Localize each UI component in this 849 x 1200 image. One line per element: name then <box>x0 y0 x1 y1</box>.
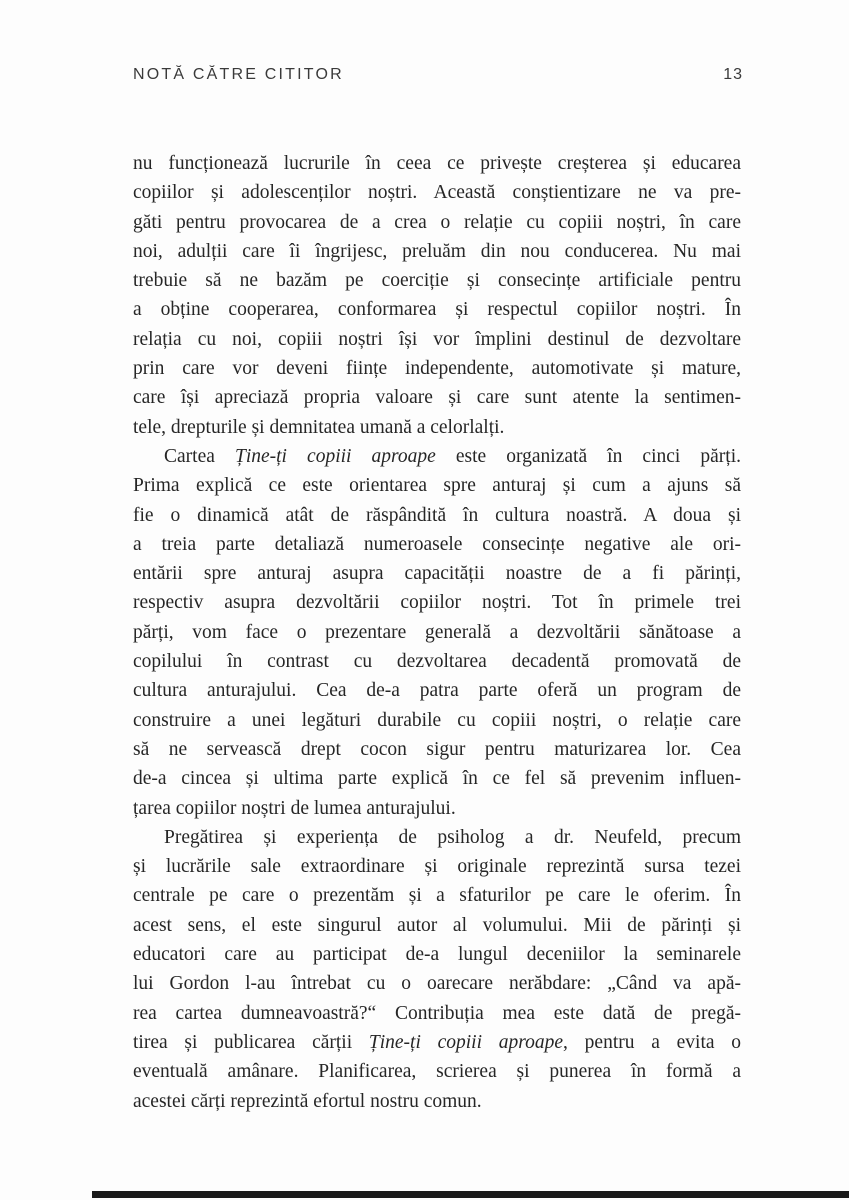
text-line: să ne servească drept cocon sigur pentru maturizarea lor. Cea <box>133 738 741 760</box>
text-line: și lucrările sale extraordinare și originale reprezintă sursa tezei <box>133 856 741 878</box>
text-line: Cartea Ține-ți copiii aproape este organizată în cinci părți. <box>164 445 741 467</box>
text-line: Prima explică ce este orientarea spre anturaj și cum a ajuns să <box>133 475 741 497</box>
text-line: țarea copiilor noștri de lumea anturajului. <box>133 797 456 819</box>
text-line: rea cartea dumneavoastră?“ Contribuția mea este dată de pregă- <box>133 1002 741 1024</box>
text-line: acest sens, el este singurul autor al volumului. Mii de părinți și <box>133 914 741 936</box>
text-line: acestei cărți reprezintă efortul nostru comun. <box>133 1090 482 1112</box>
text-line: copilului în contrast cu dezvoltarea decadentă promovată de <box>133 651 741 673</box>
text-line: centrale pe care o prezentăm și a sfaturilor pe care le oferim. În <box>133 885 741 907</box>
text-line: educatori care au participat de-a lungul deceniilor la seminarele <box>133 944 741 966</box>
text-line: entării spre anturaj asupra capacității noastre de a fi părinți, <box>133 563 741 585</box>
text-line: noi, adulții care îi îngrijesc, preluăm din nou conducerea. Nu mai <box>133 240 741 262</box>
running-title: NOTĂ CĂTRE CITITOR <box>133 66 344 83</box>
text-line: tirea și publicarea cărții Ține-ți copiii aproape, pentru a evita o <box>133 1031 742 1053</box>
text-line: relația cu noi, copiii noștri își vor împlini destinul de dezvoltare <box>133 328 741 350</box>
text-line: tele, drepturile și demnitatea umană a celorlalți. <box>133 416 505 438</box>
text-line: eventuală amânare. Planificarea, scrierea și punerea în formă a <box>133 1061 741 1083</box>
text-line: cultura anturajului. Cea de-a patra parte oferă un program de <box>133 680 741 702</box>
text-line: copiilor și adolescenților noștri. Această conștientizare ne va pre- <box>133 182 741 204</box>
text-line: de-a cincea și ultima parte explică în ce fel să prevenim influen- <box>133 768 741 790</box>
body-text-block <box>133 149 741 1116</box>
text-line: prin care vor deveni ființe independente, automotivate și mature, <box>133 358 741 380</box>
page-header <box>133 66 743 84</box>
text-line: a obține cooperarea, conformarea și respectul copiilor noștri. În <box>133 299 741 321</box>
text-line: fie o dinamică atât de răspândită în cultura noastră. A doua și <box>133 504 741 526</box>
text-line: Pregătirea și experiența de psiholog a dr. Neufeld, precum <box>164 826 741 848</box>
text-line: părți, vom face o prezentare generală a dezvoltării sănătoase a <box>133 621 741 643</box>
text-line: nu funcționează lucrurile în ceea ce privește creșterea și educarea <box>133 153 741 174</box>
text-line: care își apreciază propria valoare și care sunt atente la sentimen- <box>133 387 741 409</box>
text-line: lui Gordon l-au întrebat cu o oarecare nerăbdare: „Când va apă- <box>133 973 741 995</box>
scan-edge-artifact <box>92 1191 849 1198</box>
text-line: găti pentru provocarea de a crea o relație cu copiii noștri, în care <box>133 211 741 233</box>
text-line: a treia parte detaliază numeroasele consecințe negative ale ori- <box>133 533 741 555</box>
text-line: trebuie să ne bazăm pe coerciție și consecințe artificiale pentru <box>133 270 741 292</box>
text-line: respectiv asupra dezvoltării copiilor noștri. Tot în primele trei <box>133 592 741 614</box>
text-line: construire a unei legături durabile cu copiii noștri, o relație care <box>133 709 741 731</box>
page-number: 13 <box>723 66 743 83</box>
